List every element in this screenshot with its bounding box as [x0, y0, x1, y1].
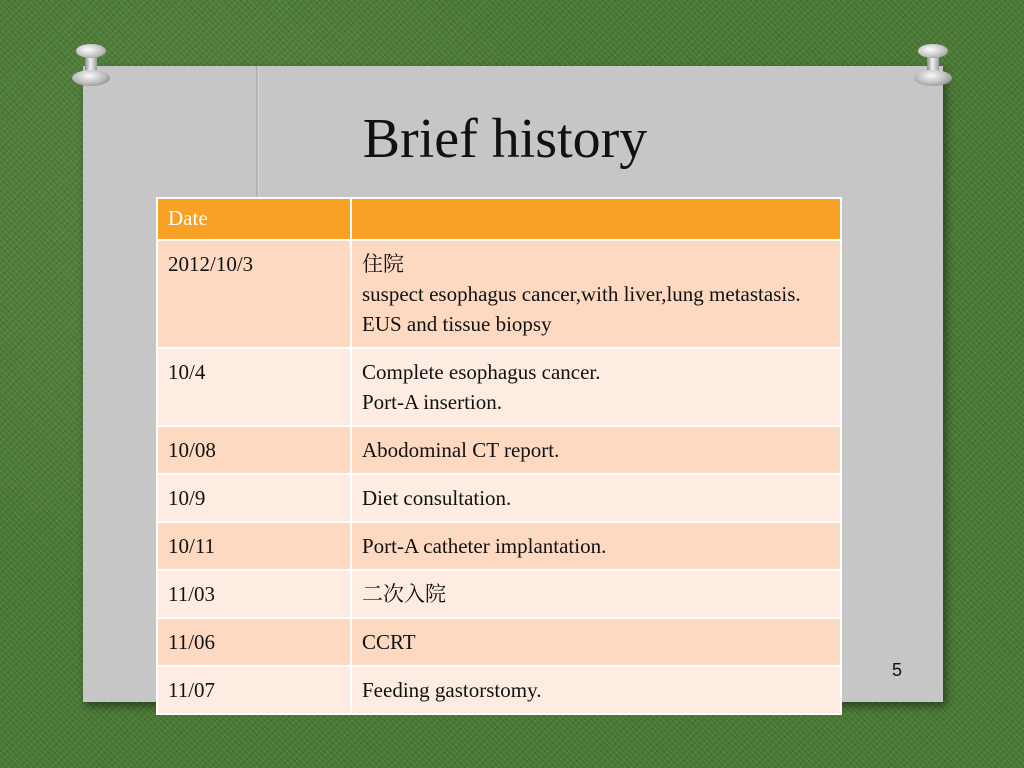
history-table — [156, 197, 842, 715]
table-row — [157, 618, 841, 666]
header-date: Date — [157, 198, 351, 240]
table-row — [157, 666, 841, 714]
header-event — [351, 198, 841, 240]
pushpin-icon — [72, 44, 110, 88]
row-date: 11/07 — [157, 666, 351, 714]
table-row — [157, 426, 841, 474]
table-row — [157, 570, 841, 618]
row-date: 2012/10/3 — [157, 240, 351, 348]
row-event: Diet consultation. — [351, 474, 841, 522]
row-date: 10/11 — [157, 522, 351, 570]
row-event: 二次入院 — [351, 570, 841, 618]
row-event: Complete esophagus cancer. Port-A insertion. — [351, 348, 841, 426]
table-row — [157, 348, 841, 426]
table-row — [157, 240, 841, 348]
row-event: Abodominal CT report. — [351, 426, 841, 474]
row-event: Feeding gastorstomy. — [351, 666, 841, 714]
slide-title: Brief history — [362, 108, 648, 170]
table-row — [157, 522, 841, 570]
row-date: 10/08 — [157, 426, 351, 474]
row-date: 10/4 — [157, 348, 351, 426]
row-date: 10/9 — [157, 474, 351, 522]
table-row — [157, 474, 841, 522]
row-event: CCRT — [351, 618, 841, 666]
table-header-row — [157, 198, 841, 240]
slide-number: 5 — [892, 660, 903, 680]
row-event: 住院 suspect esophagus cancer,with liver,lung metastasis. EUS and tissue biopsy — [351, 240, 841, 348]
pushpin-icon — [914, 44, 952, 88]
row-date: 11/06 — [157, 618, 351, 666]
row-date: 11/03 — [157, 570, 351, 618]
row-event: Port-A catheter implantation. — [351, 522, 841, 570]
